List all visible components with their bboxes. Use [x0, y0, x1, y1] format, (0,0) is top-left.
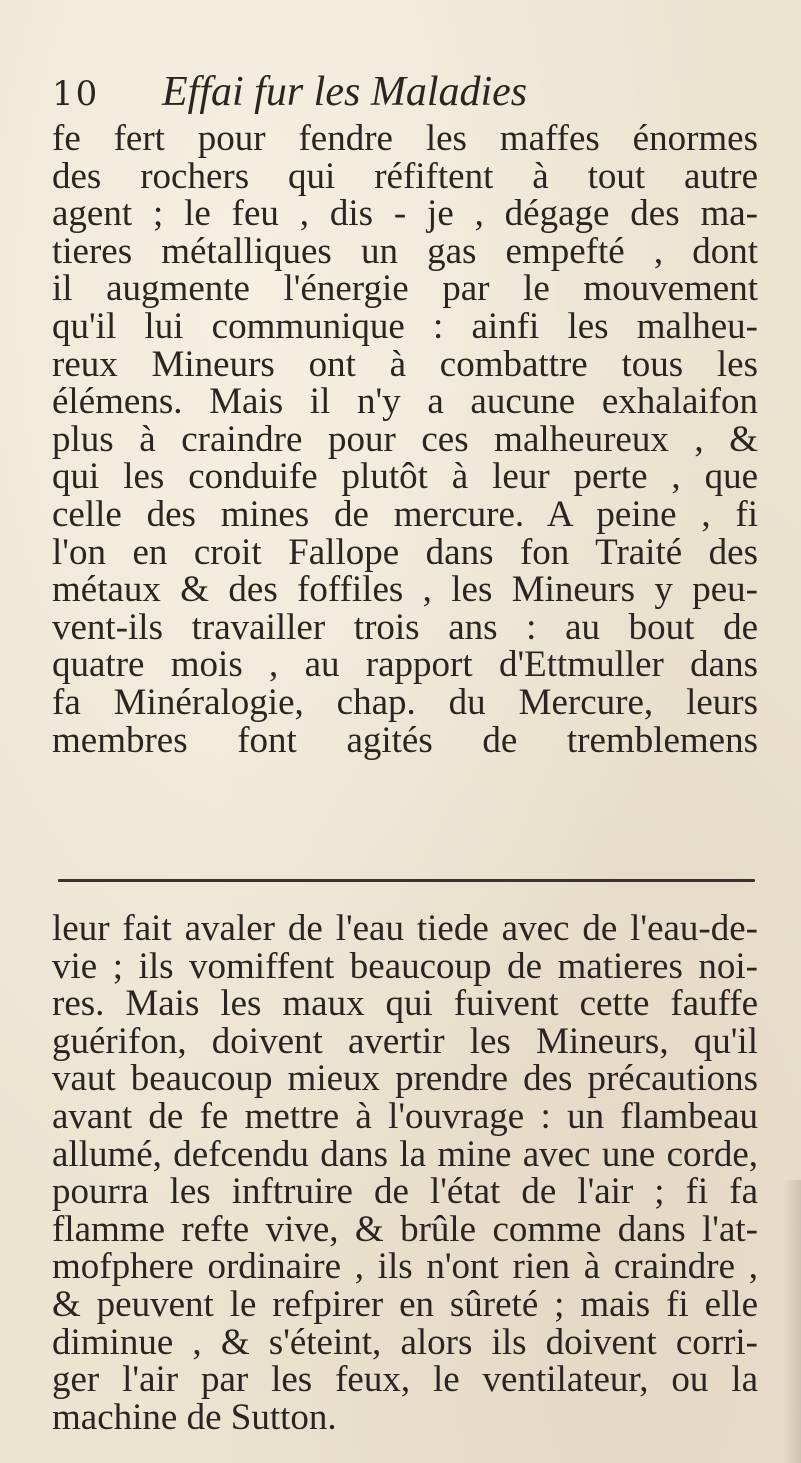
text-line: l'on en croit Fallope dans fon Traité des — [52, 531, 758, 573]
text-line: leur fait avaler de l'eau tiede avec de l'eau-de- — [52, 908, 758, 949]
text-line: vie ; ils vomiffent beaucoup de matieres noi- — [52, 945, 758, 987]
text-line: celle des mines de mercure. A peine , fi — [52, 493, 758, 535]
text-line: fa Minéralogie, chap. du Mercure, leurs — [52, 681, 758, 723]
text-line: reux Mineurs ont à combattre tous les — [52, 343, 758, 385]
text-line: il augmente l'énergie par le mouvement — [52, 268, 758, 310]
text-line: fe fert pour fendre les maffes énormes — [52, 118, 758, 159]
text-line: qu'il lui communique : ainfi les malheu- — [52, 305, 758, 347]
text-line: & peuvent le refpirer en sûreté ; mais fi elle — [52, 1283, 758, 1325]
text-line: vaut beaucoup mieux prendre des précautions — [52, 1058, 758, 1100]
text-line: machine de Sutton. — [52, 1396, 337, 1438]
text-line: tieres métalliques un gas empefté , dont — [52, 230, 758, 272]
text-line: membres font agités de tremblemens — [52, 719, 758, 761]
text-line: agent ; le feu , dis - je , dégage des ma- — [52, 193, 758, 235]
section-divider — [58, 879, 755, 882]
text-line: quatre mois , au rapport d'Ettmuller dans — [52, 644, 758, 686]
text-line: avant de fe mettre à l'ouvrage : un flambeau — [52, 1095, 758, 1137]
page-number: 10 — [52, 74, 100, 114]
text-line: flamme refte vive, & brûle comme dans l'at- — [52, 1208, 758, 1250]
page-edge-shadow — [783, 1180, 801, 1463]
text-line: allumé, defcendu dans la mine avec une corde, — [52, 1133, 758, 1175]
text-line: plus à craindre pour ces malheureux , & — [52, 418, 758, 460]
text-line: des rochers qui réfiftent à tout autre — [52, 155, 758, 197]
text-line: ger l'air par les feux, le ventilateur, ou la — [52, 1359, 758, 1401]
text-line: vent-ils travailler trois ans : au bout de — [52, 606, 758, 648]
running-title: Effai fur les Maladies — [162, 69, 528, 115]
paragraph-1 — [52, 120, 758, 759]
text-line: diminue , & s'éteint, alors ils doivent corri- — [52, 1321, 758, 1363]
text-line: mofphere ordinaire , ils n'ont rien à craindre , — [52, 1246, 758, 1288]
text-line: guérifon, doivent avertir les Mineurs, qu'il — [52, 1020, 758, 1062]
paragraph-2 — [52, 910, 758, 1436]
text-line: pourra les inftruire de l'état de l'air ; fi fa — [52, 1171, 758, 1213]
text-line: qui les conduife plutôt à leur perte , que — [52, 456, 758, 498]
text-line: res. Mais les maux qui fuivent cette fauffe — [52, 983, 758, 1025]
text-line: métaux & des foffiles , les Mineurs y peu- — [52, 569, 758, 611]
text-line: élémens. Mais il n'y a aucune exhalaifon — [52, 381, 758, 423]
page-header — [52, 66, 752, 118]
